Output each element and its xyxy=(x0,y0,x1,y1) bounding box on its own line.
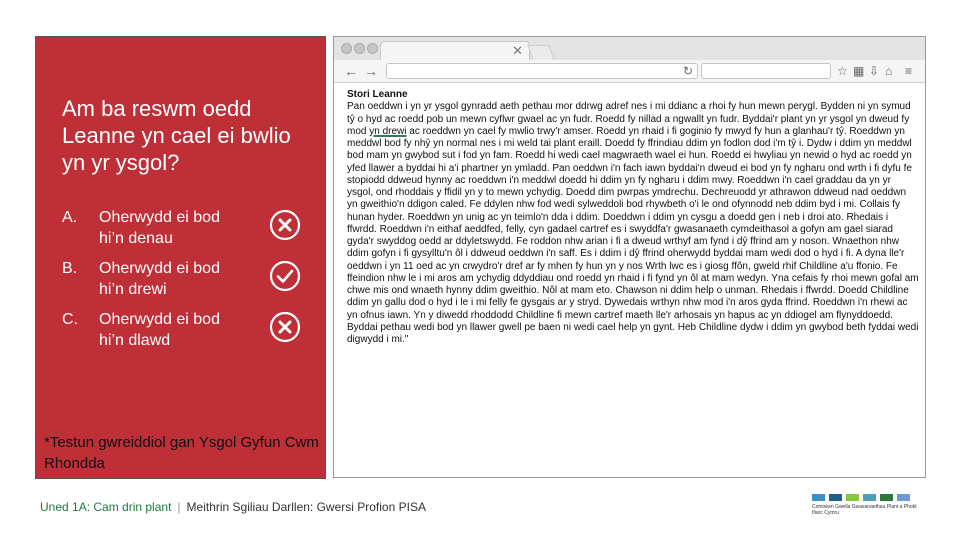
window-minimize-icon[interactable] xyxy=(354,43,365,54)
search-input[interactable] xyxy=(701,63,831,79)
option-letter: B. xyxy=(62,260,78,277)
logo-block xyxy=(846,494,859,501)
option-letter: A. xyxy=(62,209,78,226)
home-icon[interactable]: ⌂ xyxy=(885,64,893,78)
new-tab-button[interactable] xyxy=(527,45,554,60)
forward-arrow-icon[interactable]: → xyxy=(364,63,378,79)
browser-tab[interactable] xyxy=(380,41,530,60)
footer-separator: | xyxy=(177,500,181,514)
source-note: *Testun gwreiddiol gan Ysgol Gyfun Cwm Rhondda xyxy=(44,434,319,472)
checkmark-icon xyxy=(269,260,301,292)
logo-blocks xyxy=(812,494,922,501)
back-arrow-icon[interactable]: ← xyxy=(344,63,358,79)
logo-block xyxy=(897,494,910,501)
logo-block xyxy=(829,494,842,501)
option-text: Oherwydd ei bod hi’n denau xyxy=(99,209,220,247)
window-close-icon[interactable] xyxy=(341,43,352,54)
story-title: Stori Leanne xyxy=(347,89,408,100)
highlighted-phrase: yn drewi xyxy=(369,125,407,137)
cross-icon xyxy=(269,209,301,241)
logo-block xyxy=(880,494,893,501)
browser-navbar xyxy=(334,60,925,83)
question-text: Am ba reswm oedd Leanne yn cael ei bwlio yn yr ysgol? xyxy=(62,96,291,175)
story-content xyxy=(347,89,919,346)
star-icon[interactable]: ☆ xyxy=(837,64,848,78)
option-text: Oherwydd ei bod hi’n drewi xyxy=(99,260,220,298)
browser-titlebar xyxy=(334,37,925,60)
reload-icon[interactable]: ↻ xyxy=(682,64,693,78)
tab-close-icon[interactable]: ✕ xyxy=(512,43,523,58)
browser-window xyxy=(333,36,926,478)
menu-icon[interactable]: ≡ xyxy=(905,64,913,78)
footer-unit: Uned 1A: Cam drin plant xyxy=(40,500,172,514)
logo-block xyxy=(863,494,876,501)
logo xyxy=(812,494,922,524)
cross-icon xyxy=(269,311,301,343)
footer xyxy=(40,500,426,514)
story-text-end: ac roeddwn yn cael fy mwlio trwy'r amser. Roedd yn rhaid i fi goginio fy mwyd fy hun a glanhau'r tŷ. Roeddwn yn meddwl bod fy nhŷ yn normal nes i mi weld tai plant eraill. Doedd fy ffrindiau ddim yn fodlon dod i'm tŷ i. Dydw i ddim yn meddwl bod mam yn gwybod sut i fod yn fam. Roedd hi wedi cael magwraeth wael ei hun. Roedd ei hwyliau yn newid o hyd ac roedd yn yfed llawer a byddai hi a'i phartner yn ymladd. Pan oeddwn i'n fach iawn byddai'n dweud ei bod yn fy ngharu ond wrth i fi dyfu fe stopiodd ddweud hynny ac roeddwn i'n meddwl doedd hi ddim yn fy ngharu i ddim mwy. Roeddwn i'n cael graddau da yn yr ysgol, ond rhoddais y ffidil yn y to mewn ychydig. Doedd dim pwrpas ymdrechu. Dechreuodd yr athrawon ddweud nad oeddwn yn gweithio'n ddigon caled. Fe ddylen nhw fod wedi sylweddoli bod rhywbeth o'i le ond ofynnodd neb ddim byd i mi. Collais fy hunan hyder. Roeddwn yn unig ac yn teimlo'n dda i ddim. Doeddwn i ddim yn cysgu a doedd gen i neb i droi ato. Rhedais i ffwrdd. Roeddwn i'n eithaf aeddfed, felly, cyn gadael cartref es i swyddfa'r gwasanaeth cymdeithasol a gofyn am gael siarad gyda'r swyddog oedd ar ddyletswydd. Fe roddon nhw arian i fi a dweud wrthyf am fynd i dŷ ffrind am y noson. Wnaethon nhw ddim gofyn i fi gysylltu'n ôl i ddweud oeddwn i'n saff. Es i ddim i dŷ ffrind oherwydd byddai mam wedi dod o hyd i fi. A dyna lle'r oeddwn i yn 11 oed ac yn crwydro'r dref ar fy mhen fy hun yn y nos Wrth lwc es i giosg ffôn, gweld rhif Childline a'u ffonio. Fe ffeindion nhw le i mi aros am ychydig ddyddiau ond roedd yn rhaid i fi fynd yn ôl at mam wedyn. Yna cefais fy rhoi mewn gofal am chwe mis ond wnaeth hynny ddim gweithio. Nôl at mam eto. Chawson ni ddim help o unman. Rhedais i ffwrdd. Doedd Childline ddim yn gallu dod o hyd i le i mi felly fe gysgais ar y stryd. Dywedais wrthyn nhw mod i'n aros gyda ffrind. Roeddwn i'n rhewi ac yn ofnus iawn. Yn y diwedd rhoddodd Childline fi mewn cartref maeth lle'r arhosais yn hapus ac yn ddiogel am flynyddoedd. Byddai pethau wedi bod yn llawer gwell pe baen ni wedi cael help yn gynt. Heb Childline dydw i ddim yn gwybod beth fyddai wedi digwydd i mi." xyxy=(347,125,919,345)
story-text xyxy=(347,101,919,346)
bookmarks-icon[interactable]: ▦ xyxy=(853,64,865,78)
option-text: Oherwydd ei bod hi’n dlawd xyxy=(99,311,220,349)
story-text-start: Pan oeddwn i yn yr ysgol gynradd aeth pethau mor ddrwg adref nes i mi ddianc a rhoi fy hun mewn perygl. Bydden ni yn symud tŷ o hyd ac roedd pob un mewn cyflwr gwael ac yn fudr. Roedd fy nillad a ngwallt yn fudr. Byddai'r plant yn yr ysgol yn dweud fy mod xyxy=(347,101,911,137)
logo-block xyxy=(812,494,825,501)
url-input[interactable] xyxy=(386,63,698,79)
footer-subtitle: Meithrin Sgiliau Darllen: Gwersi Profion PISA xyxy=(186,500,426,514)
question-panel xyxy=(35,36,326,479)
option-letter: C. xyxy=(62,311,78,328)
window-maximize-icon[interactable] xyxy=(367,43,378,54)
logo-text: Comisiwn Gwella Gwasanaethau Plant a Phobl Ifanc Cymru xyxy=(812,504,917,516)
download-icon[interactable]: ⇩ xyxy=(869,64,880,78)
